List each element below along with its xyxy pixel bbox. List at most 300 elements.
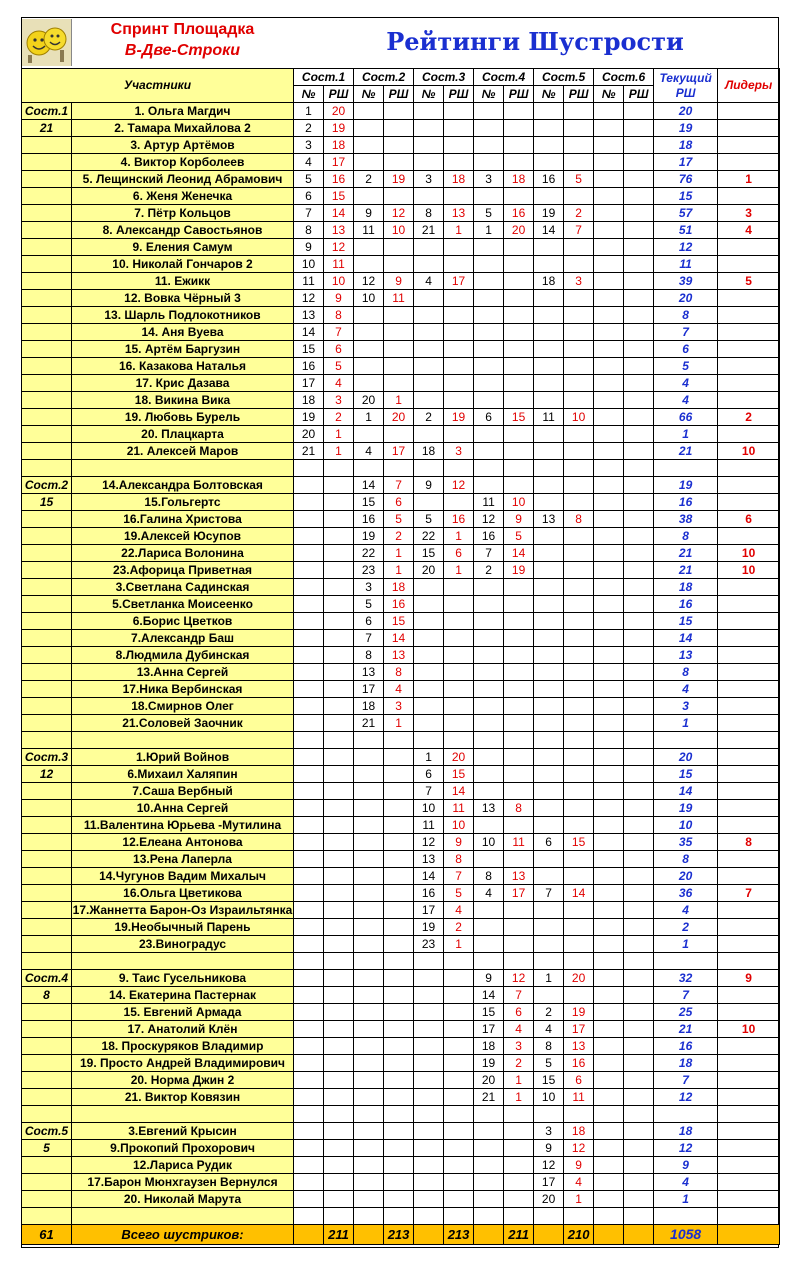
current-rating: 4: [654, 1174, 718, 1191]
place-cell: [354, 358, 384, 375]
place-cell: [294, 970, 324, 987]
place-cell: [414, 375, 444, 392]
table-row: [22, 596, 780, 613]
rsh-cell: [324, 1072, 354, 1089]
current-rating: 20: [654, 749, 718, 766]
participant-name: 7.Саша Вербный: [72, 783, 294, 800]
rsh-cell: [624, 205, 654, 222]
place-cell: [354, 307, 384, 324]
table-row: [22, 273, 780, 290]
rsh-cell: [624, 1157, 654, 1174]
rsh-cell: 4: [504, 1021, 534, 1038]
rsh-header: РШ: [384, 86, 414, 103]
place-cell: [474, 647, 504, 664]
place-cell: 20: [294, 426, 324, 443]
table-row: [22, 290, 780, 307]
participant-name: 19. Любовь Бурель: [72, 409, 294, 426]
rsh-cell: [624, 375, 654, 392]
place-cell: [594, 715, 624, 732]
place-cell: [294, 715, 324, 732]
rsh-cell: [564, 868, 594, 885]
empty-cell: [564, 1208, 594, 1225]
table-row: [22, 902, 780, 919]
place-cell: [594, 324, 624, 341]
table-row: [22, 222, 780, 239]
place-cell: 10: [474, 834, 504, 851]
rsh-cell: 13: [564, 1038, 594, 1055]
place-cell: [294, 664, 324, 681]
rsh-cell: 11: [564, 1089, 594, 1106]
rsh-cell: 20: [444, 749, 474, 766]
place-cell: [354, 426, 384, 443]
group-label: Сост.5: [22, 1123, 72, 1140]
group-cell: [22, 1191, 72, 1208]
table-row: [22, 1055, 780, 1072]
rsh-cell: 1: [564, 1191, 594, 1208]
rsh-cell: [504, 1174, 534, 1191]
leader-rank: [718, 664, 780, 681]
rsh-cell: [624, 120, 654, 137]
group-cell: [22, 205, 72, 222]
place-cell: [294, 1072, 324, 1089]
rsh-cell: [624, 188, 654, 205]
rsh-cell: [624, 698, 654, 715]
place-cell: 14: [354, 477, 384, 494]
rsh-cell: [624, 664, 654, 681]
rsh-cell: [504, 358, 534, 375]
contest-header: Сост.3: [414, 69, 474, 86]
group-cell: [22, 154, 72, 171]
place-cell: [414, 290, 444, 307]
current-rating: 12: [654, 239, 718, 256]
participant-name: 18. Викина Вика: [72, 392, 294, 409]
place-cell: [594, 681, 624, 698]
participant-name: 10.Анна Сергей: [72, 800, 294, 817]
place-cell: [594, 290, 624, 307]
place-cell: [594, 375, 624, 392]
place-cell: 14: [534, 222, 564, 239]
place-cell: 2: [474, 562, 504, 579]
rsh-cell: 15: [384, 613, 414, 630]
empty-cell: [444, 460, 474, 477]
place-cell: [294, 902, 324, 919]
participant-name: 20. Норма Джин 2: [72, 1072, 294, 1089]
table-row: [22, 392, 780, 409]
rsh-cell: [624, 868, 654, 885]
rsh-cell: 7: [444, 868, 474, 885]
rsh-header: РШ: [444, 86, 474, 103]
group-cell: [22, 443, 72, 460]
rsh-cell: [324, 545, 354, 562]
empty-cell: [594, 1208, 624, 1225]
rsh-cell: [384, 1072, 414, 1089]
current-rating: 1: [654, 715, 718, 732]
rsh-cell: [324, 1140, 354, 1157]
contest-header: Сост.6: [594, 69, 654, 86]
place-cell: 17: [534, 1174, 564, 1191]
rsh-cell: [504, 698, 534, 715]
empty-cell: [504, 953, 534, 970]
rsh-cell: [384, 987, 414, 1004]
place-cell: [294, 511, 324, 528]
current-rating: 21: [654, 545, 718, 562]
current-rating-header-line1: Текущий: [659, 70, 712, 85]
place-cell: [354, 239, 384, 256]
place-cell: [474, 477, 504, 494]
rsh-cell: 9: [504, 511, 534, 528]
place-cell: 15: [294, 341, 324, 358]
place-cell: [294, 647, 324, 664]
rsh-cell: [444, 1089, 474, 1106]
participant-name: 20. Николай Марута: [72, 1191, 294, 1208]
table-row: [22, 987, 780, 1004]
leader-rank: 9: [718, 970, 780, 987]
place-cell: [294, 1021, 324, 1038]
participant-name: 3.Евгений Крысин: [72, 1123, 294, 1140]
participant-name: 19. Просто Андрей Владимирович: [72, 1055, 294, 1072]
rsh-cell: 17: [504, 885, 534, 902]
place-cell: [354, 1174, 384, 1191]
rsh-cell: [504, 341, 534, 358]
place-cell: [474, 392, 504, 409]
totals-label: Всего шустриков:: [72, 1225, 294, 1245]
leader-rank: [718, 358, 780, 375]
place-cell: [594, 1021, 624, 1038]
current-rating: 7: [654, 987, 718, 1004]
rsh-cell: 14: [504, 545, 534, 562]
rsh-cell: 8: [564, 511, 594, 528]
group-cell: [22, 664, 72, 681]
rsh-cell: [564, 749, 594, 766]
rsh-cell: 18: [384, 579, 414, 596]
participant-name: 23.Виноградус: [72, 936, 294, 953]
place-cell: [534, 800, 564, 817]
place-cell: 3: [414, 171, 444, 188]
place-cell: [594, 834, 624, 851]
participant-name: 16.Ольга Цветикова: [72, 885, 294, 902]
current-rating: 7: [654, 324, 718, 341]
rsh-cell: [324, 647, 354, 664]
rsh-cell: [624, 579, 654, 596]
place-cell: 2: [414, 409, 444, 426]
participant-name: 8.Людмила Дубинская: [72, 647, 294, 664]
empty-cell: [654, 953, 718, 970]
place-cell: 6: [414, 766, 444, 783]
rsh-cell: [324, 987, 354, 1004]
participant-name: 6.Борис Цветков: [72, 613, 294, 630]
table-row: [22, 1174, 780, 1191]
rsh-cell: [624, 477, 654, 494]
leaders-header: Лидеры: [718, 69, 780, 103]
rsh-cell: [504, 426, 534, 443]
rsh-cell: 1: [504, 1072, 534, 1089]
place-cell: [594, 545, 624, 562]
place-cell: 19: [414, 919, 444, 936]
place-cell: 20: [414, 562, 444, 579]
current-rating: 12: [654, 1089, 718, 1106]
table-row: [22, 1191, 780, 1208]
place-cell: [414, 341, 444, 358]
rsh-cell: [324, 715, 354, 732]
rsh-cell: [564, 664, 594, 681]
place-cell: [414, 630, 444, 647]
participant-name: 20. Плацкарта: [72, 426, 294, 443]
leader-rank: [718, 188, 780, 205]
rsh-cell: [564, 613, 594, 630]
place-cell: [294, 766, 324, 783]
contest-sum: 213: [444, 1225, 474, 1245]
num-header: №: [594, 86, 624, 103]
rsh-cell: [504, 239, 534, 256]
place-cell: 11: [474, 494, 504, 511]
group-cell: [22, 800, 72, 817]
group-cell: [22, 834, 72, 851]
participant-name: 13.Анна Сергей: [72, 664, 294, 681]
empty-cell: [564, 732, 594, 749]
leader-rank: 10: [718, 443, 780, 460]
rsh-cell: [624, 800, 654, 817]
leader-rank: 3: [718, 205, 780, 222]
place-cell: 15: [354, 494, 384, 511]
place-cell: [474, 256, 504, 273]
table-row: [22, 324, 780, 341]
ratings-table: [21, 68, 780, 1245]
place-cell: [294, 1157, 324, 1174]
rsh-cell: [624, 1089, 654, 1106]
place-cell: [474, 630, 504, 647]
current-rating: 17: [654, 154, 718, 171]
place-cell: [474, 664, 504, 681]
place-cell: [354, 154, 384, 171]
empty-cell: [654, 732, 718, 749]
table-row: [22, 919, 780, 936]
participant-name: 12. Вовка Чёрный 3: [72, 290, 294, 307]
leader-rank: [718, 1004, 780, 1021]
empty-cell: [654, 1208, 718, 1225]
leader-rank: [718, 137, 780, 154]
table-row: [22, 885, 780, 902]
place-cell: 8: [474, 868, 504, 885]
place-cell: 13: [534, 511, 564, 528]
smiley-logo-icon: [22, 19, 72, 66]
rsh-cell: [384, 324, 414, 341]
table-row: [22, 137, 780, 154]
current-rating: 16: [654, 1038, 718, 1055]
rsh-cell: [384, 239, 414, 256]
group-count: 21: [22, 120, 72, 137]
empty-cell: [414, 953, 444, 970]
rsh-cell: [444, 324, 474, 341]
rsh-cell: [324, 919, 354, 936]
empty-cell: [354, 1225, 384, 1245]
rsh-cell: [324, 868, 354, 885]
place-cell: 8: [354, 647, 384, 664]
rsh-cell: 10: [504, 494, 534, 511]
place-cell: [534, 137, 564, 154]
empty-cell: [414, 1106, 444, 1123]
leader-rank: [718, 154, 780, 171]
rsh-cell: [444, 426, 474, 443]
place-cell: 18: [354, 698, 384, 715]
rsh-cell: 18: [504, 171, 534, 188]
rsh-cell: 3: [324, 392, 354, 409]
rsh-cell: 7: [504, 987, 534, 1004]
rsh-cell: [624, 290, 654, 307]
place-cell: [594, 477, 624, 494]
place-cell: [534, 936, 564, 953]
place-cell: 2: [294, 120, 324, 137]
rsh-cell: [324, 1157, 354, 1174]
leader-rank: [718, 103, 780, 120]
rsh-cell: [324, 1004, 354, 1021]
place-cell: [294, 1174, 324, 1191]
rsh-cell: 17: [564, 1021, 594, 1038]
rsh-cell: [504, 307, 534, 324]
place-cell: [534, 715, 564, 732]
contest-header: Сост.2: [354, 69, 414, 86]
table-row: [22, 341, 780, 358]
table-row: [22, 868, 780, 885]
rsh-cell: [624, 1191, 654, 1208]
participant-name: 17. Анатолий Клён: [72, 1021, 294, 1038]
rsh-cell: [324, 834, 354, 851]
place-cell: [474, 783, 504, 800]
rsh-cell: [444, 596, 474, 613]
place-cell: 12: [294, 290, 324, 307]
rsh-cell: [324, 1055, 354, 1072]
rsh-cell: [324, 851, 354, 868]
leader-rank: [718, 1140, 780, 1157]
rsh-cell: 16: [324, 171, 354, 188]
group-cell: [22, 715, 72, 732]
current-rating: 1: [654, 1191, 718, 1208]
rsh-cell: [444, 120, 474, 137]
current-rating: 3: [654, 698, 718, 715]
place-cell: 15: [534, 1072, 564, 1089]
rsh-cell: [504, 766, 534, 783]
participant-name: 14.Александра Болтовская: [72, 477, 294, 494]
contest-sum: 210: [564, 1225, 594, 1245]
leader-rank: 8: [718, 834, 780, 851]
empty-cell: [474, 953, 504, 970]
group-cell: [22, 647, 72, 664]
place-cell: [534, 494, 564, 511]
place-cell: 15: [474, 1004, 504, 1021]
participant-name: 3. Артур Артёмов: [72, 137, 294, 154]
current-rating: 4: [654, 392, 718, 409]
header-row-1: [22, 69, 780, 86]
table-row: [22, 494, 780, 511]
rsh-cell: [504, 392, 534, 409]
rsh-cell: [324, 681, 354, 698]
table-row: [22, 766, 780, 783]
place-cell: [294, 528, 324, 545]
group-cell: [22, 426, 72, 443]
table-row: [22, 239, 780, 256]
place-cell: [534, 375, 564, 392]
rsh-cell: 4: [564, 1174, 594, 1191]
place-cell: [294, 1191, 324, 1208]
current-rating: 21: [654, 562, 718, 579]
place-cell: [594, 120, 624, 137]
empty-cell: [354, 1208, 384, 1225]
current-rating: 6: [654, 341, 718, 358]
place-cell: 14: [474, 987, 504, 1004]
current-rating: 20: [654, 290, 718, 307]
leader-rank: [718, 749, 780, 766]
empty-cell: [564, 953, 594, 970]
rsh-cell: [384, 1055, 414, 1072]
place-cell: 13: [294, 307, 324, 324]
empty-cell: [384, 1106, 414, 1123]
rsh-cell: 19: [564, 1004, 594, 1021]
participant-name: 19.Алексей Юсупов: [72, 528, 294, 545]
rsh-cell: [624, 426, 654, 443]
rsh-cell: [624, 1004, 654, 1021]
rsh-cell: [504, 477, 534, 494]
place-cell: [354, 341, 384, 358]
empty-cell: [294, 1208, 324, 1225]
leader-rank: [718, 698, 780, 715]
rsh-cell: [564, 919, 594, 936]
place-cell: [414, 715, 444, 732]
place-cell: [294, 936, 324, 953]
rsh-cell: [324, 783, 354, 800]
group-cell: [22, 1004, 72, 1021]
place-cell: 21: [354, 715, 384, 732]
grand-total: 1058: [654, 1225, 718, 1245]
rsh-cell: 4: [444, 902, 474, 919]
place-cell: [534, 239, 564, 256]
rsh-cell: 12: [384, 205, 414, 222]
place-cell: 16: [534, 171, 564, 188]
current-rating: 21: [654, 1021, 718, 1038]
group-cell: [22, 256, 72, 273]
place-cell: 11: [534, 409, 564, 426]
current-rating: 25: [654, 1004, 718, 1021]
place-cell: [414, 613, 444, 630]
leader-rank: 7: [718, 885, 780, 902]
participant-name: 14. Аня Вуева: [72, 324, 294, 341]
place-cell: [594, 783, 624, 800]
rsh-cell: [564, 290, 594, 307]
place-cell: [354, 1055, 384, 1072]
empty-cell: [654, 1106, 718, 1123]
rsh-header: РШ: [564, 86, 594, 103]
rsh-cell: [564, 596, 594, 613]
participant-name: 9.Прокопий Прохорович: [72, 1140, 294, 1157]
rsh-cell: [384, 256, 414, 273]
group-cell: [22, 239, 72, 256]
participant-name: 11.Валентина Юрьева -Мутилина: [72, 817, 294, 834]
empty-cell: [354, 732, 384, 749]
group-cell: [22, 1208, 72, 1225]
place-cell: [294, 783, 324, 800]
rsh-header: РШ: [504, 86, 534, 103]
table-row: [22, 970, 780, 987]
rsh-cell: [384, 341, 414, 358]
participant-name: 15.Гольгертс: [72, 494, 294, 511]
place-cell: [534, 664, 564, 681]
table-row: [22, 630, 780, 647]
place-cell: [534, 766, 564, 783]
place-cell: 1: [414, 749, 444, 766]
participant-name: [72, 1106, 294, 1123]
rsh-cell: [564, 426, 594, 443]
rsh-cell: 3: [564, 273, 594, 290]
place-cell: [534, 392, 564, 409]
empty-cell: [534, 732, 564, 749]
